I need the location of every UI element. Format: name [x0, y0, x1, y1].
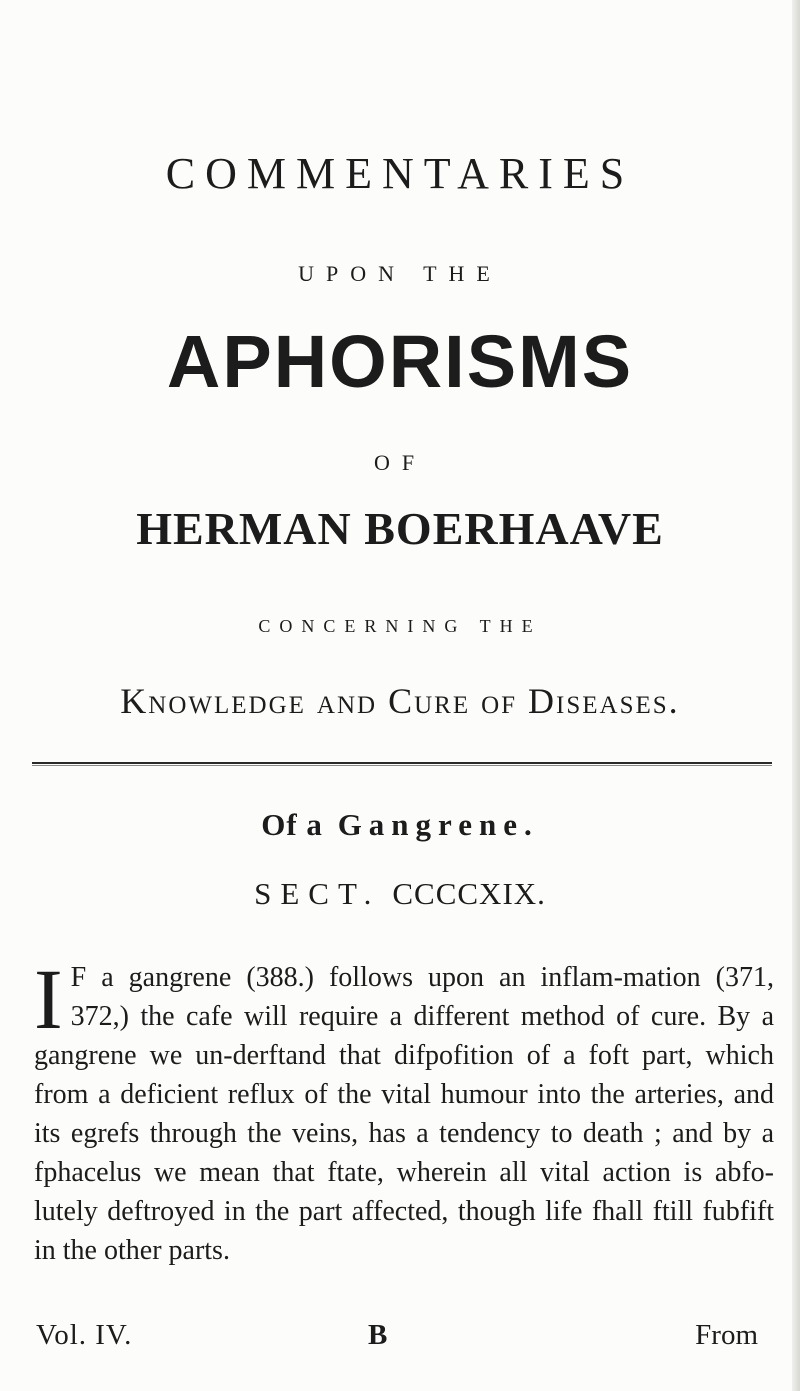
drop-cap: I	[34, 951, 63, 1047]
volume-label: Vol. IV.	[36, 1319, 133, 1351]
divider-rule	[32, 762, 772, 764]
section-number: CCCCXIX.	[392, 876, 546, 911]
subject-line: Knowledge and Cure of Diseases.	[120, 681, 680, 721]
concerning-line: CONCERNING THE	[258, 616, 542, 636]
chapter-title-lead: Of a	[261, 807, 323, 842]
upon-the-line: UPON THE	[298, 261, 502, 286]
catchword: From	[695, 1319, 758, 1351]
section-heading	[0, 878, 800, 909]
author-name: HERMAN BOERHAAVE	[136, 503, 664, 554]
signature-mark: B	[368, 1319, 388, 1351]
body-text: F a gangrene (388.) follows upon an inflam-mation (371, 372,) the cafe will require a different method of cure. By a gangrene we un-derftand that difpofition of a foft part, which from a deficient reflux of the vital humour into the arteries, and its egrefs through the veins, has a tendency to death ; and by a fphacelus we mean that ftate, wherein all vital action is abfo-lutely deftroyed in the part affected, though life fhall ftill fubfift in the other parts.	[34, 962, 774, 1266]
chapter-title	[0, 809, 800, 840]
page-footer	[36, 1317, 758, 1353]
aphorisms-title: APHORISMS	[166, 320, 634, 403]
chapter-title-word: Gangrene.	[337, 807, 539, 842]
section-label: SECT.	[254, 876, 381, 911]
body-paragraph	[34, 951, 774, 1270]
of-line: OF	[373, 450, 427, 475]
main-title: COMMENTARIES	[165, 149, 635, 198]
